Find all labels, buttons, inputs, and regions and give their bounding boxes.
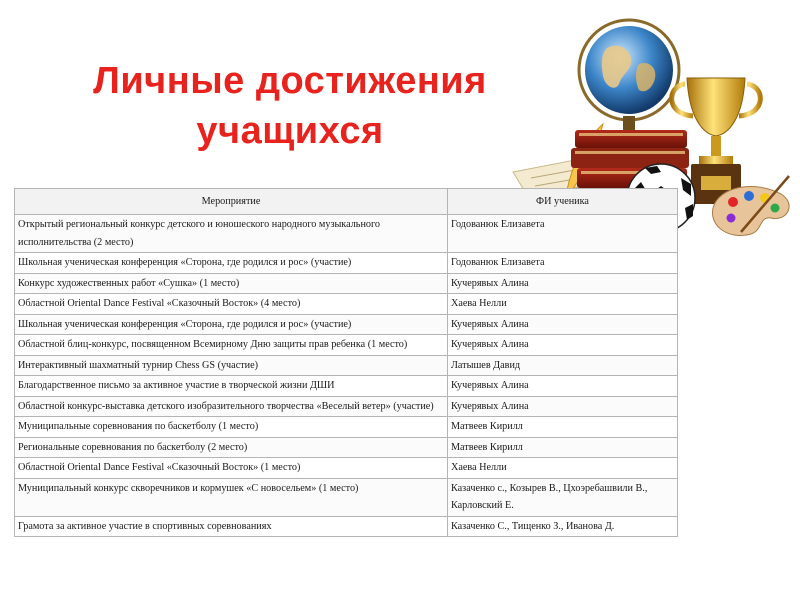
student-cell: Латышев Давид [448, 355, 678, 376]
student-cell: Кучерявых Алина [448, 314, 678, 335]
table-row [15, 335, 678, 356]
table-row [15, 516, 678, 537]
student-cell: Годованюк Елизавета [448, 253, 678, 274]
event-cell: Областной Oriental Dance Festival «Сказочный Восток» (1 место) [15, 458, 448, 479]
slide-title: Личные достижения учащихся [93, 60, 487, 152]
table-row [15, 215, 678, 253]
student-cell: Казаченко С., Тищенко З., Иванова Д. [448, 516, 678, 537]
table-row [15, 396, 678, 417]
table-row [15, 355, 678, 376]
event-cell: Областной блиц-конкурс, посвященном Всемирному Дню защиты прав ребенка (1 место) [15, 335, 448, 356]
table-row [15, 478, 678, 516]
table-row [15, 273, 678, 294]
table-header-row [15, 189, 678, 215]
table-row [15, 437, 678, 458]
student-cell: Кучерявых Алина [448, 335, 678, 356]
event-cell: Открытый региональный конкурс детского и юношеского народного музыкального исполнительства (2 место) [15, 215, 448, 253]
student-cell: Матвеев Кирилл [448, 437, 678, 458]
event-cell: Муниципальные соревнования по баскетболу (1 место) [15, 417, 448, 438]
header-event: Мероприятие [15, 189, 448, 215]
student-cell: Казаченко с., Козырев В., Цхоэребашвили В., Карловский Е. [448, 478, 678, 516]
student-cell: Кучерявых Алина [448, 396, 678, 417]
student-cell: Кучерявых Алина [448, 273, 678, 294]
event-cell: Благодарственное письмо за активное участие в творческой жизни ДШИ [15, 376, 448, 397]
event-cell: Школьная ученическая конференция «Сторона, где родился и рос» (участие) [15, 314, 448, 335]
achievements-table [14, 188, 678, 537]
student-cell: Хаева Нелли [448, 458, 678, 479]
table-row [15, 458, 678, 479]
table-row [15, 253, 678, 274]
student-cell: Хаева Нелли [448, 294, 678, 315]
table-row [15, 294, 678, 315]
globe-icon [579, 20, 679, 130]
event-cell: Интерактивный шахматный турнир Chess GS (участие) [15, 355, 448, 376]
event-cell: Муниципальный конкурс скворечников и кормушек «С новосельем» (1 место) [15, 478, 448, 516]
student-cell: Матвеев Кирилл [448, 417, 678, 438]
header-student: ФИ ученика [448, 189, 678, 215]
event-cell: Региональные соревнования по баскетболу (2 место) [15, 437, 448, 458]
event-cell: Областной Oriental Dance Festival «Сказочный Восток» (4 место) [15, 294, 448, 315]
student-cell: Кучерявых Алина [448, 376, 678, 397]
table-row [15, 417, 678, 438]
event-cell: Областной конкурс-выставка детского изобразительного творчества «Веселый ветер» (участие) [15, 396, 448, 417]
table-row [15, 376, 678, 397]
event-cell: Школьная ученическая конференция «Сторона, где родился и рос» (участие) [15, 253, 448, 274]
table-row [15, 314, 678, 335]
event-cell: Грамота за активное участие в спортивных соревнованиях [15, 516, 448, 537]
student-cell: Годованюк Елизавета [448, 215, 678, 253]
event-cell: Конкурс художественных работ «Сушка» (1 место) [15, 273, 448, 294]
